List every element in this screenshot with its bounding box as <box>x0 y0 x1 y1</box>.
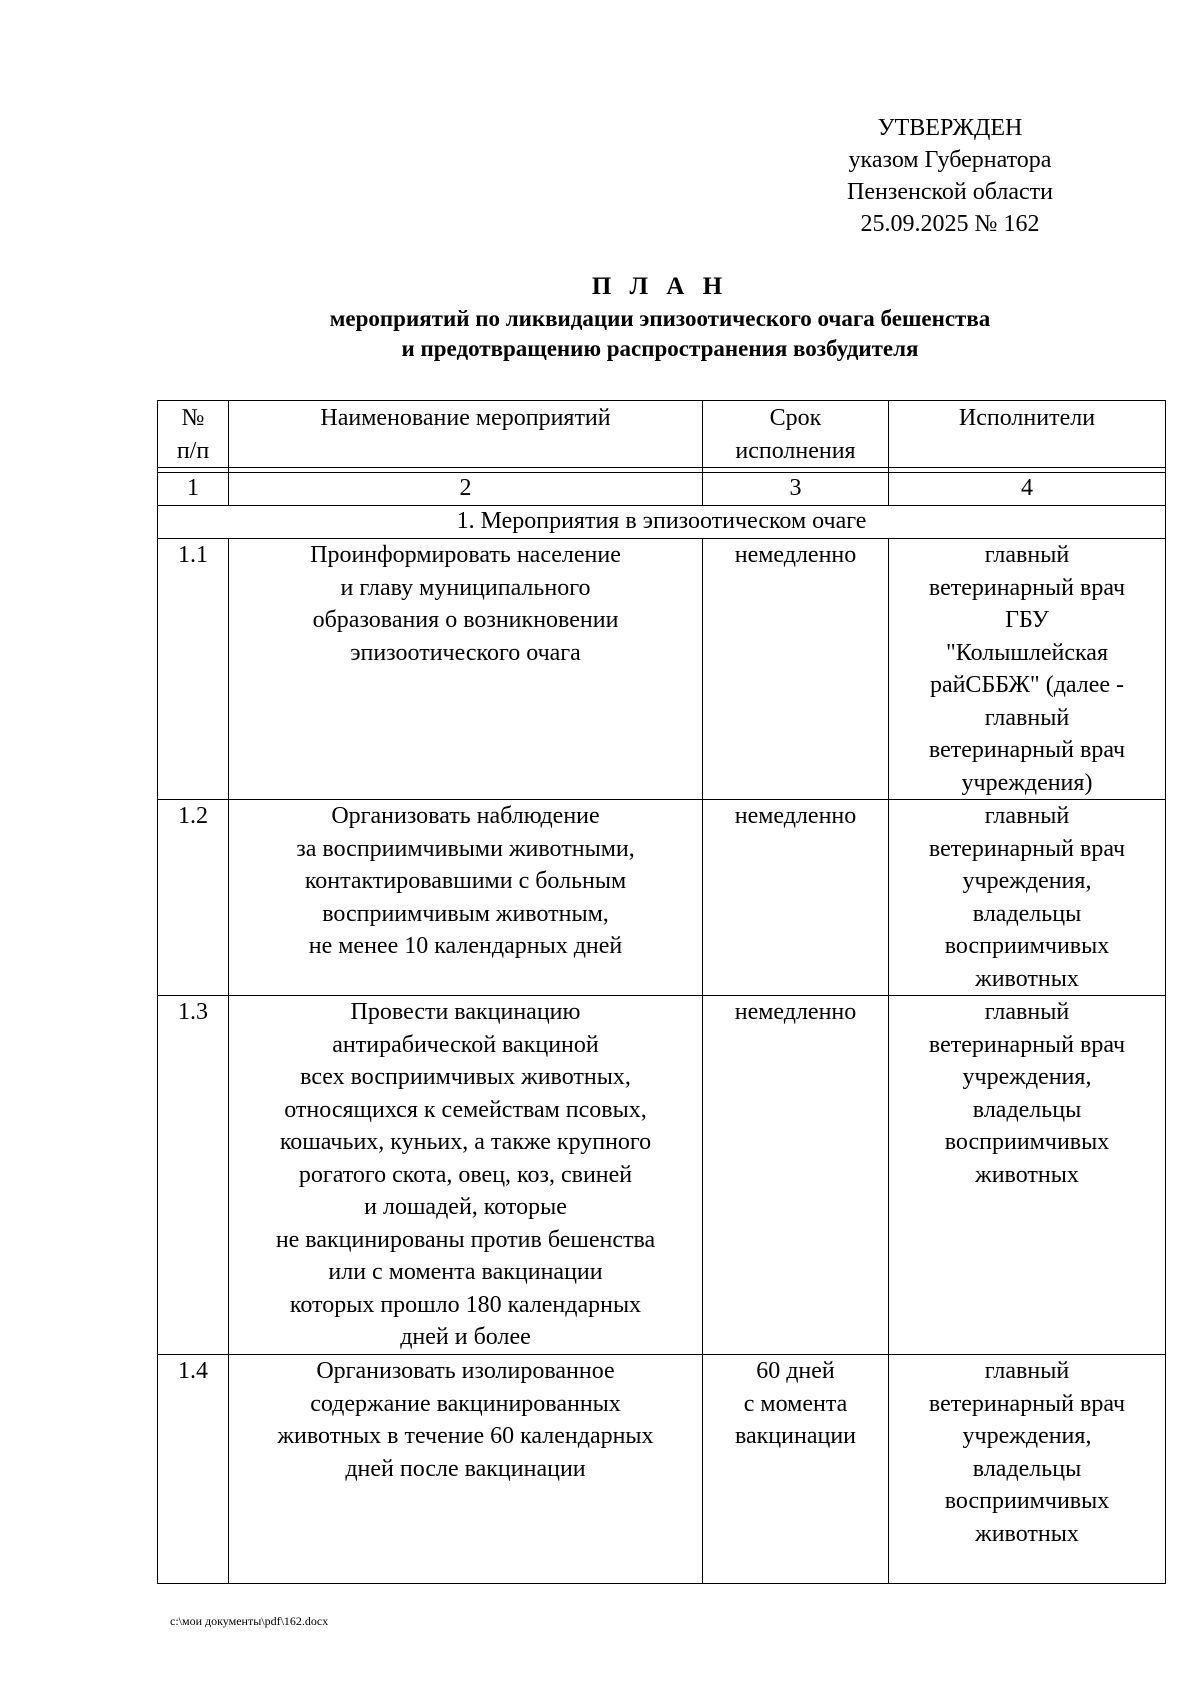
cell-line: Проинформировать население <box>310 542 621 568</box>
cell-line: владельцы <box>972 900 1082 927</box>
cell-line: относящихся к семействам псовых, <box>284 1096 647 1123</box>
cell-line: "Колышлейская <box>946 639 1108 666</box>
cell-line: содержание вакцинированных <box>310 1390 621 1417</box>
cell-line: контактировавшими с больным <box>304 868 627 894</box>
row-deadline <box>703 539 889 800</box>
approval-line: 25.09.2025 № 162 <box>860 211 1040 237</box>
cell-line: рогатого скота, овец, коз, свиней <box>298 1161 633 1188</box>
row-num: 1.2 <box>158 800 229 996</box>
cell-line: не вакцинированы против бешенства <box>275 1226 656 1253</box>
cell-line: образования о возникновении <box>312 607 619 633</box>
cell-line: которых прошло 180 календарных <box>289 1291 642 1318</box>
file-path-footer: c:\мои документы\pdf\162.docx <box>170 1614 329 1628</box>
row-num: 1.4 <box>158 1355 229 1584</box>
header-deadline <box>703 401 889 468</box>
subtitle-line: мероприятий по ликвидации эпизоотического очага бешенства <box>329 306 991 331</box>
cell-line: животных <box>975 965 1079 992</box>
cell-line: ветеринарный врач <box>928 1031 1126 1058</box>
cell-line: учреждения) <box>961 769 1093 796</box>
cell-line: ГБУ <box>1005 607 1049 633</box>
row-executors <box>889 1355 1166 1584</box>
cell-line: и главу муниципального <box>340 574 591 601</box>
cell-line: дней после вакцинации <box>345 1455 586 1482</box>
column-number: 1 <box>158 473 229 506</box>
row-deadline <box>703 996 889 1355</box>
table-header-row <box>158 401 1166 468</box>
cell-line: 60 дней <box>756 1358 835 1384</box>
cell-line: восприимчивых <box>944 1129 1110 1155</box>
cell-line: владельцы <box>972 1096 1082 1123</box>
cell-line: ветеринарный врач <box>928 1390 1126 1417</box>
cell-line: восприимчивых <box>944 1488 1110 1514</box>
subtitle-line: и предотвращению распространения возбудителя <box>401 336 919 361</box>
row-deadline <box>703 800 889 996</box>
cell-line: учреждения, <box>962 1064 1092 1090</box>
cell-line: восприимчивых <box>944 933 1110 959</box>
cell-line: ветеринарный врач <box>928 835 1126 862</box>
cell-line: и лошадей, которые <box>364 1194 567 1220</box>
cell-line: Организовать изолированное <box>316 1358 615 1384</box>
cell-line: главный <box>984 542 1070 568</box>
cell-line: немедленно <box>734 803 857 829</box>
cell-line: животных в течение 60 календарных <box>277 1423 654 1449</box>
cell-line: немедленно <box>734 542 857 568</box>
cell-line: владельцы <box>972 1455 1082 1482</box>
cell-line: с момента <box>743 1390 848 1417</box>
cell-line: вакцинации <box>734 1423 857 1449</box>
cell-line: Провести вакцинацию <box>350 999 581 1025</box>
cell-line: всех восприимчивых животных, <box>300 1064 631 1090</box>
approval-line: Пензенской области <box>847 179 1053 205</box>
row-executors <box>889 539 1166 800</box>
table-row <box>158 800 1166 996</box>
cell-line: главный <box>984 803 1070 829</box>
section-row <box>158 506 1166 539</box>
table-row <box>158 996 1166 1355</box>
cell-line: немедленно <box>734 999 857 1025</box>
cell-line: Организовать наблюдение <box>331 803 600 829</box>
cell-line: главный <box>984 1358 1070 1384</box>
row-num: 1.1 <box>158 539 229 800</box>
cell-line: Исполнители <box>958 405 1096 431</box>
row-name <box>229 996 703 1355</box>
cell-line: исполнения <box>735 437 856 464</box>
cell-line: учреждения, <box>962 1423 1092 1449</box>
cell-line: № <box>181 405 205 431</box>
cell-line: ветеринарный врач <box>928 737 1126 763</box>
cell-line: Срок <box>769 405 822 431</box>
cell-line: Наименование мероприятий <box>320 405 611 431</box>
cell-line: ветеринарный врач <box>928 574 1126 601</box>
plan-table <box>157 400 1166 1584</box>
column-number: 3 <box>703 473 889 506</box>
cell-line: главный <box>984 999 1070 1025</box>
cell-line: эпизоотического очага <box>350 639 581 666</box>
cell-line: восприимчивым животным, <box>322 900 609 927</box>
cell-line: дней и более <box>400 1324 531 1350</box>
cell-line: животных <box>975 1520 1079 1547</box>
cell-line: п/п <box>176 437 210 464</box>
header-executors <box>889 401 1166 468</box>
cell-line: главный <box>984 704 1070 731</box>
column-number: 4 <box>889 473 1166 506</box>
plan-heading: П Л А Н <box>591 273 729 300</box>
header-name <box>229 401 703 468</box>
approval-line: УТВЕРЖДЕН <box>877 115 1023 141</box>
approval-stamp <box>820 112 1080 240</box>
row-name <box>229 539 703 800</box>
cell-line: или с момента вакцинации <box>328 1259 603 1285</box>
approval-line: указом Губернатора <box>848 147 1052 173</box>
column-number-row <box>158 473 1166 506</box>
column-number: 2 <box>229 473 703 506</box>
cell-line: не менее 10 календарных дней <box>308 933 623 959</box>
cell-line: за восприимчивыми животными, <box>296 835 635 862</box>
row-name <box>229 1355 703 1584</box>
row-deadline <box>703 1355 889 1584</box>
row-num: 1.3 <box>158 996 229 1355</box>
cell-line: антирабической вакциной <box>332 1031 599 1058</box>
row-executors <box>889 996 1166 1355</box>
cell-line: кошачьих, куньих, а также крупного <box>279 1129 652 1155</box>
document-title <box>160 272 1160 364</box>
cell-line: животных <box>975 1161 1079 1188</box>
cell-line: учреждения, <box>962 868 1092 894</box>
row-executors <box>889 800 1166 996</box>
table-row <box>158 1355 1166 1584</box>
row-name <box>229 800 703 996</box>
table-row <box>158 539 1166 800</box>
header-num <box>158 401 229 468</box>
cell-line: райСББЖ" (далее - <box>929 672 1125 698</box>
section-title: 1. Мероприятия в эпизоотическом очаге <box>158 506 1166 539</box>
